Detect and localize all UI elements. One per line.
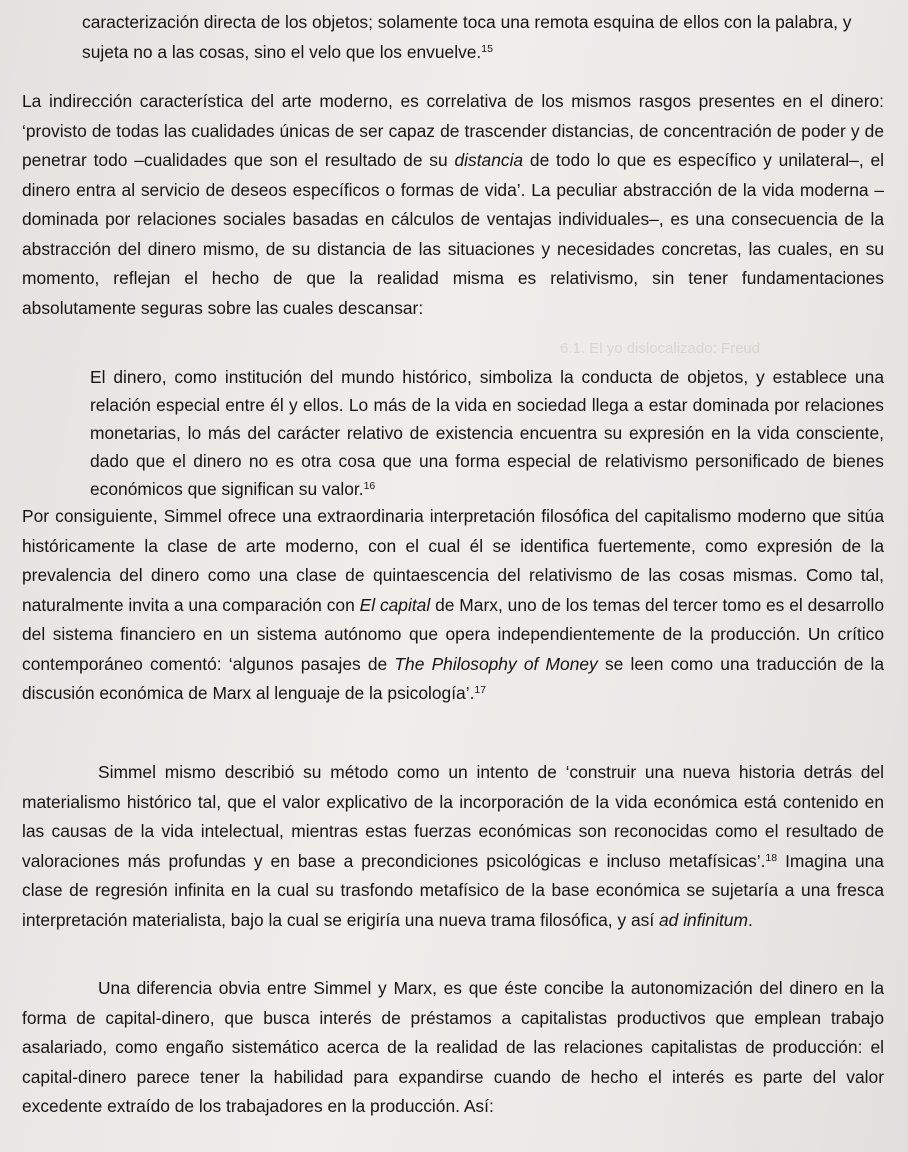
footnote-ref-16: 16: [363, 480, 376, 492]
footnote-ref-17: 17: [474, 684, 487, 696]
italic-term: ad infinitum: [659, 909, 748, 930]
paragraph-text: Imagina una clase de regresión infinita en la cual su trasfondo metafísico de la base económica se sujetaría a una fresca interpretación materialista, bajo la cual se erigiría una nueva trama filosófica, y así: [22, 850, 884, 930]
paragraph-simmel-method: [22, 758, 884, 935]
paragraph-continuation: [82, 8, 884, 67]
paragraph-text: de todo lo que es específico y unilateral–, el dinero entra al servicio de deseos específicos o formas de vida’. La peculiar abstracción de la vida moderna –dominada por relaciones sociales basadas en cálculos de ventajas individuales–, es una consecuencia de la abstracción del dinero mismo, de su distancia de las situaciones y necesidades concretas, las cuales, en su momento, reflejan el hecho de que la realidad misma es relativismo, sin tener fundamentaciones absolutamente seguras sobre las cuales descansar:: [22, 150, 884, 318]
paragraph-text: Por consiguiente, Simmel ofrece una extraordinaria interpretación filosófica del capitalismo moderno que sitúa históricamente la clase de arte moderno, con el cual él se identifica fuertemente, como expresión de la prevalencia del dinero como una clase de quintaescencia del relativismo de las cosas mismas. Como tal, naturalmente invita a una comparación con: [22, 506, 884, 615]
quote-text: El dinero, como institución del mundo histórico, simboliza la conducta de objetos, y establece una relación especial entre él y ellos. Lo más de la vida en sociedad llega a estar dominada por relaciones monetarias, lo más del carácter relativo de existencia encuentra su expresión en la vida consciente, dado que el dinero no es otra cosa que una forma especial de relativismo personificado de bienes económicos que significan su valor.: [90, 367, 884, 499]
paragraph-text: Una diferencia obvia entre Simmel y Marx, es que éste concibe la autonomización del dinero en la forma de capital-dinero, que busca interés de préstamos a capitalistas productivos que emplean trabajo asalariado, como engaño sistemático acerca de la realidad de las relaciones capitalistas de producción: el capital-dinero parece tener la habilidad para expandirse cuando de hecho el interés es parte del valor excedente extraído de los trabajadores en la producción. Así:: [22, 978, 884, 1116]
paragraph-text: de Marx, uno de los temas del tercer tomo es el desarrollo del sistema financiero en un sistema autónomo que opera independientemente de la producción. Un crítico contemporáneo comentó: ‘algunos pasajes de: [22, 594, 884, 674]
paragraph-simmel-interpretation: [22, 502, 884, 709]
paragraph-text: La indirección característica del arte moderno, es correlativa de los mismos rasgos presentes en el dinero: ‘provisto de todas las cualidades únicas de ser capaz de trascender distancias, de concentración de poder y de penetrar todo –cualidades que son el resultado de su: [22, 91, 884, 170]
block-quote: [90, 363, 884, 503]
paragraph-text: Simmel mismo describió su método como un intento de ‘construir una nueva historia detrás del materialismo histórico tal, que el valor explicativo de la incorporación de la vida económica está contenido en las causas de la vida intelectual, mientras estas fuerzas económicas son reconocidas como el resultado de valoraciones más profundas y en base a precondiciones psicológicas e incluso metafísicas’.: [22, 762, 884, 871]
footnote-ref-18: 18: [765, 851, 778, 864]
paragraph-text: se leen como una traducción de la discusión económica de Marx al lenguaje de la psicología’.: [22, 653, 884, 703]
italic-term: distancia: [454, 150, 524, 170]
paragraph-text: .: [747, 909, 753, 930]
paragraph-text: caracterización directa de los objetos; solamente toca una remota esquina de ellos con la palabra, y sujeta no a las cosas, sino el velo que los envuelve.: [82, 12, 852, 62]
paragraph-simmel-marx-difference: [22, 974, 884, 1122]
paragraph-money-indirection: [22, 87, 884, 323]
italic-title-el-capital: El capital: [359, 594, 431, 615]
bleed-through-text: 6.1. El yo dislocalizado: Freud: [560, 340, 761, 357]
footnote-ref-15: 15: [481, 42, 493, 55]
italic-title-philosophy-of-money: The Philosophy of Money: [394, 653, 598, 674]
